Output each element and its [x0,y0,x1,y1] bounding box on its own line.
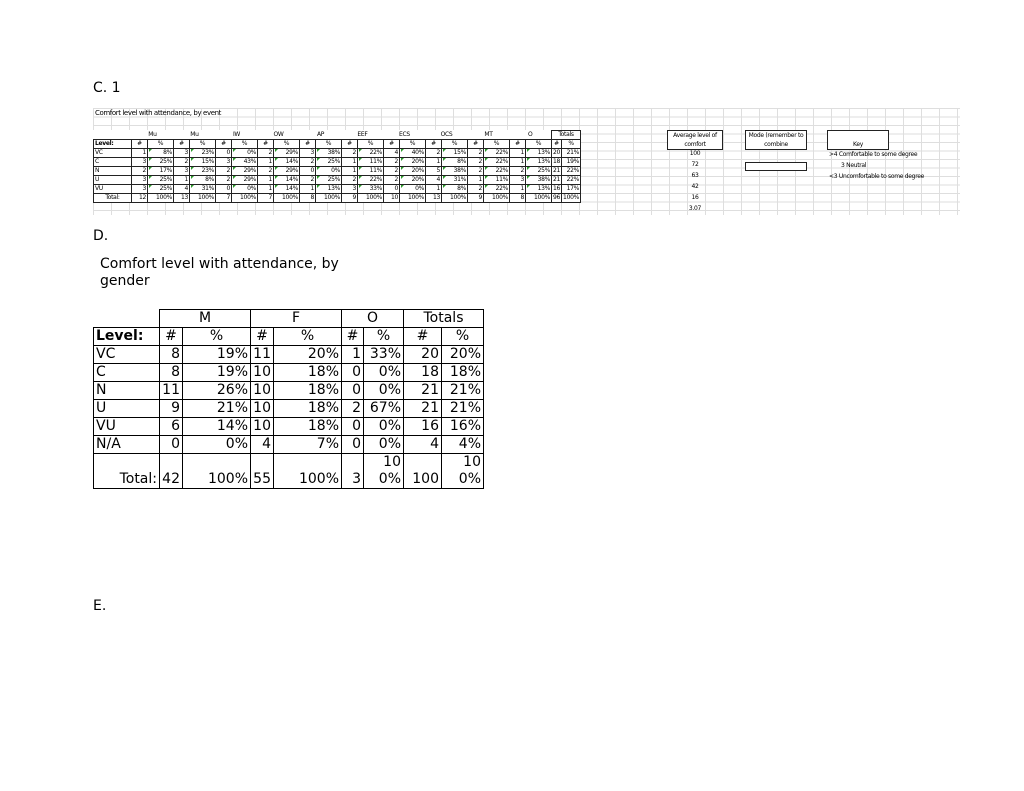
count-header: # [342,328,364,346]
count-cell: 1 [174,176,190,185]
table-row [94,436,484,454]
percent-cell: 100% [358,194,384,203]
percent-cell: 19% [183,364,251,382]
percent-cell: 20% [400,158,426,167]
count-header: # [552,140,562,149]
event-group-header: ECS [384,131,426,140]
count-cell: 1 [342,158,358,167]
event-group-header: Totals [552,131,581,140]
percent-cell: 100% [563,194,580,201]
percent-cell: 100% [316,194,342,203]
count-cell: 4 [174,185,190,194]
percent-header: % [316,140,342,149]
percent-cell: 18% [442,364,484,382]
count-cell: 2 [468,185,484,194]
count-header: # [384,140,400,149]
percent-cell: 8% [190,176,216,185]
percent-cell: 21% [442,382,484,400]
blank-cell [94,131,132,140]
count-cell: 9 [468,194,484,203]
percent-cell: 19% [183,346,251,364]
table-row [94,400,484,418]
count-cell: 2 [384,167,400,176]
percent-cell: 100% [183,454,251,489]
row-level: C [94,364,160,382]
table-row [94,454,484,489]
table-row [94,185,581,194]
percent-header: % [526,140,552,149]
percent-cell: 7% [274,436,342,454]
count-header: # [174,140,190,149]
count-cell: 2 [132,167,148,176]
count-cell: 2 [174,158,190,167]
count-cell: 1 [510,185,526,194]
count-cell: 8 [160,364,183,382]
event-spreadsheet [93,108,960,215]
count-cell: 8 [160,346,183,364]
percent-cell: 40% [400,149,426,158]
percent-cell: 100% [190,194,216,203]
count-header: # [510,140,526,149]
blank-cell [94,310,160,328]
percent-cell: 100% [526,194,552,203]
count-cell: 13 [174,194,190,203]
count-cell: 11 [251,346,274,364]
row-level: C [94,158,132,167]
percent-cell: 25% [316,158,342,167]
count-cell: 3 [132,158,148,167]
mode-header: Mode (remember to combine [745,130,807,150]
percent-header: % [484,140,510,149]
percent-cell: 25% [148,185,174,194]
count-cell: 21 [404,400,442,418]
count-cell: 4 [426,176,442,185]
count-cell: 21 [553,176,561,183]
percent-header: % [148,140,174,149]
row-level: U [94,400,160,418]
count-cell: 0 [342,382,364,400]
row-level: N [94,167,132,176]
percent-cell: 22% [358,149,384,158]
count-cell: 2 [258,167,274,176]
percent-cell: 13% [526,185,552,194]
average-value: 16 [691,194,699,201]
count-cell: 2 [300,176,316,185]
percent-cell: 14% [183,418,251,436]
key-header [827,130,889,150]
percent-header: % [274,140,300,149]
event-group-header: MT [468,131,510,140]
percent-cell: 11% [358,167,384,176]
count-cell: 0 [342,436,364,454]
count-cell: 2 [384,176,400,185]
count-cell: 0 [300,167,316,176]
count-cell: 42 [160,454,183,489]
count-header: # [342,140,358,149]
percent-cell: 29% [232,167,258,176]
count-header: # [300,140,316,149]
count-cell: 3 [510,176,526,185]
percent-cell: 22% [484,149,510,158]
count-header: # [404,328,442,346]
gender-group-header: M [160,310,251,328]
percent-cell: 38% [526,176,552,185]
row-level: Total: [94,194,132,203]
percent-header: % [183,328,251,346]
count-header: # [468,140,484,149]
gender-group-header: O [342,310,404,328]
percent-cell: 15% [442,149,468,158]
percent-cell: 19% [562,158,581,167]
percent-cell: 38% [442,167,468,176]
gender-group-header: F [251,310,342,328]
percent-cell: 0% [316,167,342,176]
count-cell: 0 [216,185,232,194]
percent-cell: 0% [364,436,404,454]
percent-cell: 16% [442,418,484,436]
level-header: Level: [94,328,160,346]
percent-cell: 8% [442,158,468,167]
percent-cell: 0% [232,149,258,158]
percent-cell: 100% [148,194,174,203]
key-line: >4 Comfortable to some degree [829,151,918,158]
percent-cell: 11% [484,176,510,185]
count-cell: 20 [404,346,442,364]
count-cell: 18 [553,158,561,165]
percent-header: % [442,140,468,149]
count-header: # [258,140,274,149]
count-cell: 3 [174,149,190,158]
percent-header: % [442,328,484,346]
percent-cell: 26% [183,382,251,400]
percent-cell: 11% [358,158,384,167]
event-table [93,130,581,203]
count-cell: 2 [468,149,484,158]
percent-cell: 100% [442,454,484,489]
count-cell: 1 [426,185,442,194]
average-value: 72 [691,161,699,168]
percent-cell: 18% [274,382,342,400]
event-group-header: Mu [174,131,216,140]
row-level: U [94,176,132,185]
row-level: VU [94,185,132,194]
percent-cell: 17% [148,167,174,176]
count-cell: 0 [216,149,232,158]
percent-cell: 0% [364,382,404,400]
event-group-header: AP [300,131,342,140]
percent-cell: 0% [183,436,251,454]
count-cell: 2 [468,158,484,167]
count-cell: 21 [553,167,561,174]
percent-cell: 23% [190,167,216,176]
percent-cell: 0% [400,185,426,194]
percent-cell: 20% [274,346,342,364]
percent-cell: 22% [358,176,384,185]
count-cell: 1 [510,158,526,167]
count-cell: 7 [216,194,232,203]
count-cell: 2 [426,149,442,158]
percent-cell: 14% [274,185,300,194]
percent-header: % [562,140,581,149]
percent-cell: 4% [442,436,484,454]
count-cell: 3 [216,158,232,167]
percent-cell: 14% [274,176,300,185]
count-cell: 10 [251,400,274,418]
count-header: # [251,328,274,346]
count-cell: 1 [426,158,442,167]
row-level: N [94,382,160,400]
percent-cell: 33% [358,185,384,194]
count-cell: 16 [404,418,442,436]
percent-cell: 25% [526,167,552,176]
count-cell: 10 [384,194,400,203]
count-cell: 5 [426,167,442,176]
count-cell: 2 [216,167,232,176]
percent-cell: 8% [442,185,468,194]
percent-cell: 23% [190,149,216,158]
table-row [94,158,581,167]
count-header: # [216,140,232,149]
percent-cell: 100% [232,194,258,203]
count-cell: 8 [510,194,526,203]
count-cell: 3 [342,454,364,489]
percent-cell: 100% [364,454,404,489]
section-heading-c1: C. 1 [93,80,121,96]
count-cell: 100 [404,454,442,489]
count-cell: 0 [160,436,183,454]
event-group-header: EEF [342,131,384,140]
count-cell: 2 [468,167,484,176]
key-line: <3 Uncomfortable to some degree [829,173,925,180]
count-cell: 1 [258,185,274,194]
percent-cell: 43% [232,158,258,167]
sheet-title: Comfort level with attendance, by event [95,109,221,117]
count-cell: 10 [251,382,274,400]
row-level: VC [94,149,132,158]
count-cell: 3 [132,176,148,185]
percent-cell: 21% [442,400,484,418]
gender-group-header: Totals [404,310,484,328]
count-cell: 1 [510,149,526,158]
percent-cell: 31% [190,185,216,194]
average-value: 100 [689,150,701,157]
percent-cell: 0% [232,185,258,194]
percent-cell: 22% [484,167,510,176]
count-cell: 3 [300,149,316,158]
count-cell: 2 [342,400,364,418]
table-row [94,364,484,382]
count-cell: 3 [342,185,358,194]
count-cell: 1 [258,158,274,167]
count-cell: 2 [342,176,358,185]
count-cell: 96 [553,194,561,201]
count-cell: 9 [160,400,183,418]
count-cell: 4 [384,149,400,158]
count-cell: 3 [174,167,190,176]
percent-cell: 29% [274,167,300,176]
count-cell: 2 [384,158,400,167]
percent-cell: 18% [274,400,342,418]
count-cell: 10 [251,418,274,436]
table-row [94,382,484,400]
percent-cell: 100% [442,194,468,203]
percent-cell: 17% [562,185,581,194]
percent-cell: 22% [484,158,510,167]
percent-cell: 22% [562,167,581,176]
table-row [94,149,581,158]
percent-cell: 25% [148,158,174,167]
row-level: VC [94,346,160,364]
percent-cell: 21% [562,149,581,158]
count-cell: 16 [553,185,561,192]
count-cell: 0 [342,364,364,382]
count-cell: 18 [404,364,442,382]
percent-cell: 38% [316,149,342,158]
table-row [94,418,484,436]
count-cell: 21 [404,382,442,400]
percent-cell: 67% [364,400,404,418]
row-level: N/A [94,436,160,454]
percent-cell: 100% [274,194,300,203]
count-cell: 2 [510,167,526,176]
count-cell: 10 [251,364,274,382]
count-cell: 0 [342,418,364,436]
average-value: 3.07 [688,205,702,212]
average-value: 42 [691,183,699,190]
count-cell: 4 [404,436,442,454]
table-row [94,167,581,176]
percent-header: % [274,328,342,346]
count-cell: 8 [300,194,316,203]
count-cell: 7 [258,194,274,203]
percent-cell: 8% [148,149,174,158]
count-cell: 2 [258,149,274,158]
percent-header: % [400,140,426,149]
count-cell: 2 [300,158,316,167]
percent-header: % [364,328,404,346]
percent-cell: 14% [274,158,300,167]
count-cell: 11 [160,382,183,400]
event-group-header: O [510,131,552,140]
percent-cell: 31% [442,176,468,185]
percent-cell: 0% [364,418,404,436]
percent-cell: 20% [400,167,426,176]
count-cell: 12 [132,194,148,203]
percent-cell: 15% [190,158,216,167]
count-cell: 2 [216,176,232,185]
key-header-label: Key [853,141,863,148]
count-cell: 1 [342,167,358,176]
count-cell: 1 [258,176,274,185]
average-comfort-header: Average level of comfort [667,130,723,150]
gender-table-title: Comfort level with attendance, by gender [100,256,339,289]
percent-cell: 20% [400,176,426,185]
count-cell: 2 [342,149,358,158]
level-header: Level: [94,140,132,149]
event-group-header: OW [258,131,300,140]
percent-cell: 13% [316,185,342,194]
percent-cell: 22% [562,176,581,185]
percent-cell: 25% [148,176,174,185]
percent-cell: 29% [274,149,300,158]
count-cell: 0 [384,185,400,194]
count-header: # [132,140,148,149]
percent-cell: 21% [183,400,251,418]
gender-table [93,309,484,489]
event-group-header: IW [216,131,258,140]
count-cell: 4 [251,436,274,454]
percent-header: % [358,140,384,149]
row-level: VU [94,418,160,436]
percent-cell: 18% [274,364,342,382]
percent-cell: 100% [400,194,426,203]
table-row [94,346,484,364]
percent-cell: 33% [364,346,404,364]
percent-cell: 100% [274,454,342,489]
percent-cell: 13% [526,158,552,167]
count-cell: 20 [553,149,561,156]
count-cell: 3 [132,185,148,194]
count-header: # [426,140,442,149]
count-cell: 6 [160,418,183,436]
percent-header: % [190,140,216,149]
count-cell: 1 [468,176,484,185]
average-value: 63 [691,172,699,179]
event-group-header: OCS [426,131,468,140]
percent-header: % [232,140,258,149]
count-header: # [160,328,183,346]
table-row [94,194,581,203]
count-cell: 1 [132,149,148,158]
count-cell: 1 [342,346,364,364]
count-cell: 1 [300,185,316,194]
percent-cell: 22% [484,185,510,194]
count-cell: 13 [426,194,442,203]
section-heading-e: E. [93,598,107,614]
count-cell: 9 [342,194,358,203]
key-line: 3 Neutral [841,162,867,169]
table-row [94,176,581,185]
count-cell: 55 [251,454,274,489]
percent-cell: 20% [442,346,484,364]
section-heading-d: D. [93,228,109,244]
percent-cell: 29% [232,176,258,185]
percent-cell: 100% [484,194,510,203]
row-level: Total: [94,454,160,489]
percent-cell: 13% [526,149,552,158]
percent-cell: 0% [364,364,404,382]
percent-cell: 18% [274,418,342,436]
mode-cell[interactable] [745,162,807,171]
event-group-header: Mu [132,131,174,140]
percent-cell: 25% [316,176,342,185]
